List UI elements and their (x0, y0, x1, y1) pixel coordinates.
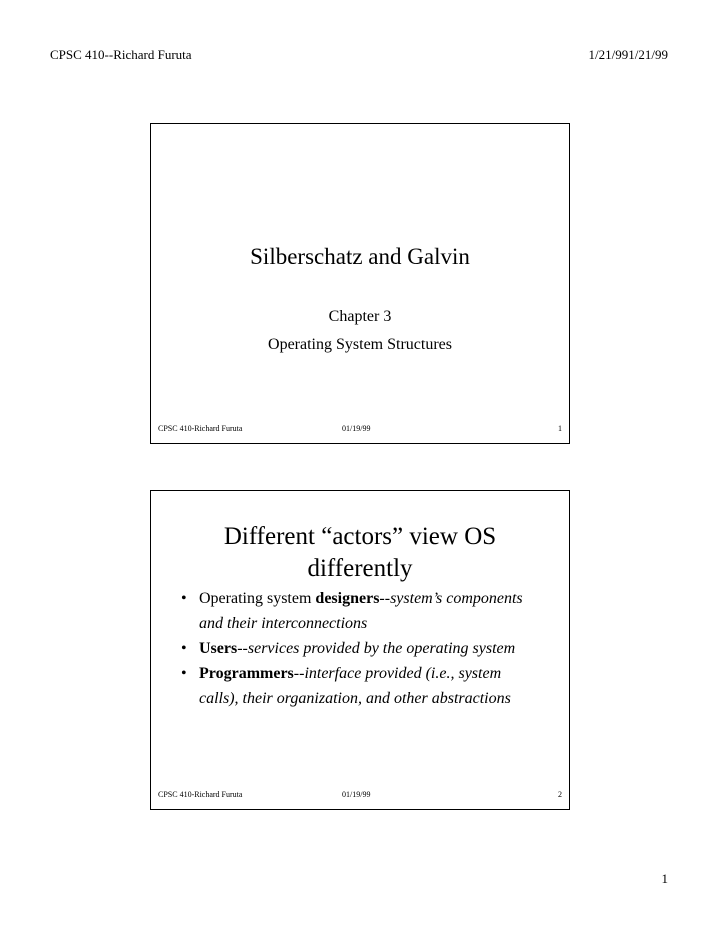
slide-subtitle-chapter: Chapter 3 (328, 308, 392, 325)
slide-footer-author: CPSC 410-Richard Furuta (158, 790, 243, 799)
bullet-list (181, 586, 541, 711)
slide-subtitle-topic: Operating System Structures (268, 336, 452, 353)
bullet-item-users (181, 636, 541, 661)
slide-footer-number: 1 (558, 424, 562, 433)
bullet-description: system’s components and their interconnections (199, 590, 523, 632)
bullet-dot-icon: • (181, 640, 187, 657)
bullet-bold-term: Users (199, 640, 238, 657)
slide-title-line-2: differently (307, 555, 413, 582)
page-number: 1 (661, 871, 668, 886)
bullet-description: interface provided (i.e., system calls), their organization, and other abstractions (199, 665, 511, 707)
slide-title: Silberschatz and Galvin (250, 244, 470, 269)
page-header-left: CPSC 410--Richard Furuta (50, 47, 192, 62)
bullet-dot-icon: • (181, 665, 187, 682)
bullet-item-programmers (181, 661, 541, 711)
page-header-date: 1/21/991/21/99 (588, 47, 668, 62)
bullet-bold-term: Programmers (199, 665, 294, 682)
slide-footer-date: 01/19/99 (342, 790, 371, 799)
bullet-item-designers (181, 586, 541, 636)
slide-footer (158, 424, 562, 436)
bullet-prefix: Operating system (199, 590, 316, 607)
slide-title-line-1: Different “actors” view OS (223, 523, 497, 550)
slide-footer-author: CPSC 410-Richard Furuta (158, 424, 243, 433)
slide-1 (150, 123, 570, 444)
bullet-dot-icon: • (181, 590, 187, 607)
bullet-separator: -- (237, 640, 248, 657)
bullet-description: services provided by the operating system (247, 640, 516, 657)
bullet-bold-term: designers (315, 590, 380, 607)
bullet-separator: -- (379, 590, 391, 607)
slide-title (151, 521, 569, 585)
slide-2 (150, 490, 570, 810)
bullet-separator: -- (293, 665, 305, 682)
slide-footer (158, 790, 562, 802)
slide-footer-date: 01/19/99 (342, 424, 371, 433)
slide-footer-number: 2 (558, 790, 562, 799)
